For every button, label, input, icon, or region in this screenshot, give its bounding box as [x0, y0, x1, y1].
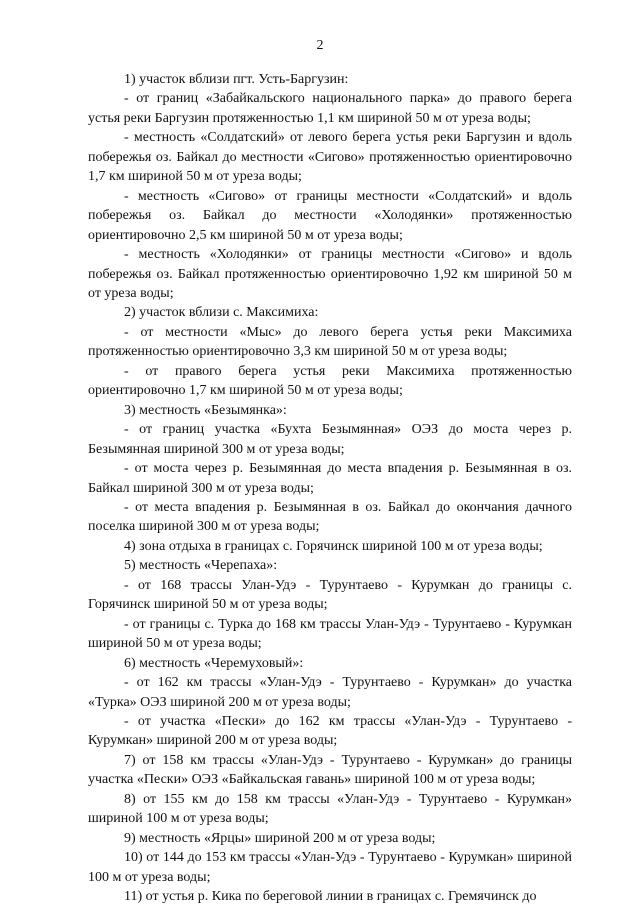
- paragraph: - от 168 трассы Улан-Удэ - Турунтаево - Курумкан до границы с. Горячинск шириной 50 м от уреза воды;: [88, 577, 572, 613]
- paragraph: - от 162 км трассы «Улан-Удэ - Турунтаево - Курумкан» до участка «Турка» ОЭЗ шириной 200 м от уреза воды;: [88, 675, 572, 710]
- paragraph: - от границ «Забайкальского национального парка» до правого берега устья реки Баргузин протяженностью 1,1 км шириной 50 м от уреза воды;: [88, 91, 572, 126]
- paragraph: - от моста через р. Безымянная до места впадения р. Безымянная в оз. Байкал шириной 300 м от уреза воды;: [88, 461, 572, 496]
- page-number: 2: [316, 38, 324, 53]
- paragraph: 9) местность «Ярцы» шириной 200 м от уреза воды;: [124, 830, 436, 846]
- paragraph: - от границы с. Турка до 168 км трассы Улан-Удэ - Турунтаево - Курумкан шириной 50 м от уреза воды;: [88, 616, 572, 652]
- paragraph: 1) участок вблизи пгт. Усть-Баргузин:: [124, 72, 349, 87]
- paragraph: 5) местность «Черепаха»:: [124, 558, 278, 574]
- paragraph: 11) от устья р. Кика по береговой линии в границах с. Гремячинск до: [124, 889, 537, 905]
- paragraph: - от границ участка «Бухта Безымянная» ОЭЗ до моста через р. Безымянная шириной 300 м от уреза воды;: [88, 422, 572, 457]
- paragraph: 10) от 144 до 153 км трассы «Улан-Удэ - Турунтаево - Курумкан» шириной 100 м от уреза воды;: [88, 850, 572, 885]
- paragraph: 8) от 155 км до 158 км трассы «Улан-Удэ - Турунтаево - Курумкан» шириной 100 м от уреза воды;: [88, 791, 572, 827]
- paragraph: - местность «Сигово» от границы местности «Солдатский» и вдоль побережья оз. Байкал до местности «Холодянки» протяженностью ориентировочно 2,5 км шириной 50 м от уреза воды;: [88, 188, 572, 243]
- paragraph: - местность «Солдатский» от левого берега устья реки Баргузин и вдоль побережья оз. Байкал до местности «Сигово» протяженностью ориентировочно 1,7 км шириной 50 м от уреза воды;: [88, 130, 572, 185]
- paragraph: 4) зона отдыха в границах с. Горячинск шириной 100 м от уреза воды;: [124, 538, 543, 554]
- paragraph: 2) участок вблизи с. Максимиха:: [124, 305, 319, 321]
- paragraph: - от места впадения р. Безымянная в оз. Байкал до окончания дачного поселка шириной 300 м от уреза воды;: [88, 499, 572, 535]
- paragraph: - местность «Холодянки» от границы местности «Сигово» и вдоль побережья оз. Байкал протяженностью ориентировочно 1,92 км шириной 50 м от уреза воды;: [88, 247, 572, 301]
- paragraph: 6) местность «Черемуховый»:: [124, 655, 304, 671]
- paragraph: 7) от 158 км трассы «Улан-Удэ - Турунтаево - Курумкан» до границы участка «Пески» ОЭЗ «Байкальская гавань» шириной 100 м от уреза воды;: [88, 752, 572, 788]
- paragraph: - от местности «Мыс» до левого берега устья реки Максимиха протяженностью ориентировочно 3,3 км шириной 50 м от уреза воды;: [88, 324, 572, 360]
- paragraph: - от участка «Пески» до 162 км трассы «Улан-Удэ - Турунтаево - Курумкан» шириной 200 м от уреза воды;: [88, 713, 572, 749]
- document-body: [88, 70, 572, 906]
- paragraph: - от правого берега устья реки Максимиха протяженностью ориентировочно 1,7 км шириной 50 м от уреза воды;: [88, 363, 572, 399]
- paragraph: 3) местность «Безымянка»:: [124, 402, 287, 418]
